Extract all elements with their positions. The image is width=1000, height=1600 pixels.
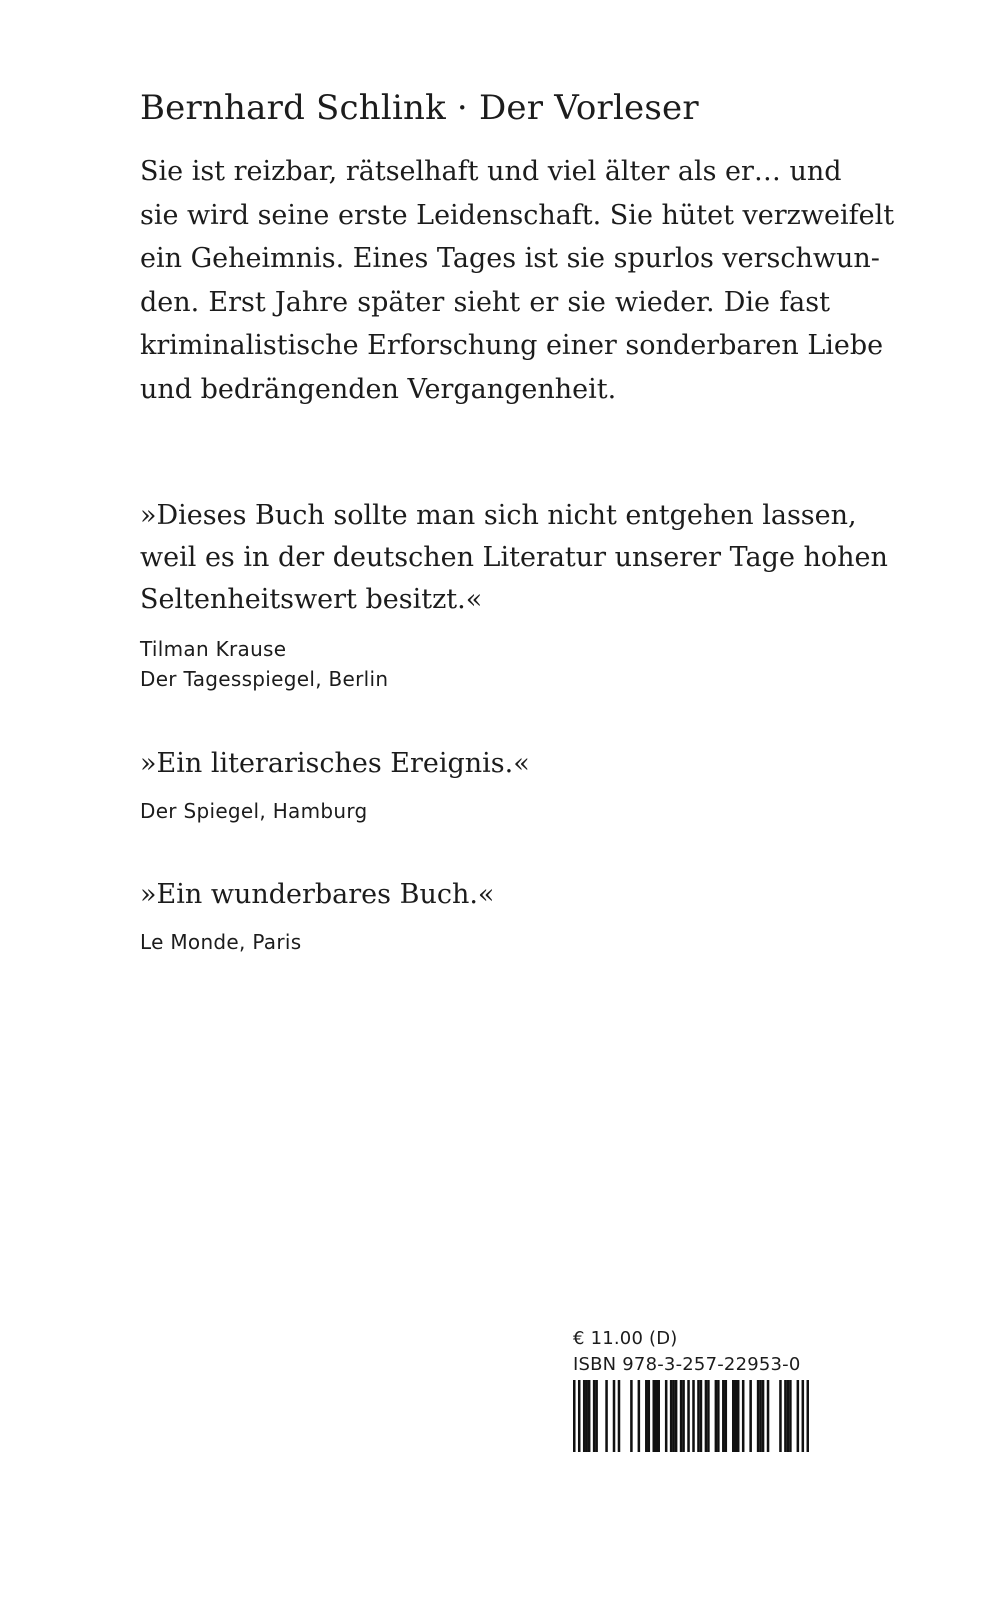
review-quote-1 <box>140 495 888 621</box>
barcode-bar <box>692 1380 695 1452</box>
barcode-bar <box>593 1380 596 1452</box>
barcode-bar <box>717 1380 720 1452</box>
barcode <box>573 1380 809 1452</box>
review-source-3 <box>140 927 301 957</box>
barcode-bar <box>675 1380 678 1452</box>
blurb-line: sie wird seine erste Leidenschaft. Sie hütet verzweifelt <box>140 199 895 231</box>
review-quote-line: »Ein wunderbares Buch.« <box>140 879 495 910</box>
barcode-bar <box>588 1380 591 1452</box>
barcode-bar <box>737 1380 740 1452</box>
barcode-bar <box>652 1380 655 1452</box>
barcode-bar <box>715 1380 718 1452</box>
isbn-label: ISBN 978-3-257-22953-0 <box>573 1354 801 1375</box>
barcode-graphic <box>573 1380 809 1452</box>
barcode-bar <box>682 1380 685 1452</box>
barcode-bar <box>638 1380 641 1452</box>
review-quote-2 <box>140 743 830 785</box>
blurb-line: ein Geheimnis. Eines Tages ist sie spurlos verschwun- <box>140 243 880 275</box>
blurb-line: Sie ist reizbar, rätselhaft und viel älter als er… und <box>140 156 842 187</box>
barcode-bar <box>700 1380 703 1452</box>
barcode-bar <box>734 1380 737 1452</box>
book-title: Bernhard Schlink · Der Vorleser <box>140 88 699 128</box>
barcode-bar <box>762 1380 765 1452</box>
barcode-bar <box>722 1380 725 1452</box>
barcode-bar <box>657 1380 660 1452</box>
barcode-bar <box>705 1380 708 1452</box>
barcode-bar <box>665 1380 668 1452</box>
review-publication: Der Tagesspiegel, Berlin <box>140 667 389 691</box>
barcode-bar <box>697 1380 700 1452</box>
barcode-bar <box>779 1380 782 1452</box>
barcode-bar <box>670 1380 673 1452</box>
book-blurb <box>140 150 895 412</box>
barcode-bar <box>687 1380 690 1452</box>
barcode-bar <box>789 1380 792 1452</box>
barcode-bar <box>583 1380 586 1452</box>
review-quote-line: weil es in der deutschen Literatur unserer Tage hohen <box>140 542 888 573</box>
review-source-1 <box>140 634 388 694</box>
review-quote-line: Seltenheitswert besitzt.« <box>140 584 483 615</box>
review-author: Tilman Krause <box>140 637 287 661</box>
review-publication: Le Monde, Paris <box>140 930 302 954</box>
barcode-bar <box>585 1380 588 1452</box>
barcode-bar <box>595 1380 598 1452</box>
barcode-bar <box>605 1380 608 1452</box>
review-publication: Der Spiegel, Hamburg <box>140 799 368 823</box>
barcode-bar <box>732 1380 735 1452</box>
barcode-bar <box>787 1380 790 1452</box>
barcode-bar <box>680 1380 683 1452</box>
barcode-bar <box>672 1380 675 1452</box>
barcode-bar <box>648 1380 651 1452</box>
blurb-line: den. Erst Jahre später sieht er sie wieder. Die fast <box>140 286 830 318</box>
price-label: € 11.00 (D) <box>573 1328 678 1349</box>
review-source-2 <box>140 796 368 826</box>
review-quote-3 <box>140 874 830 916</box>
barcode-bar <box>749 1380 752 1452</box>
barcode-bar <box>807 1380 809 1452</box>
barcode-bar <box>655 1380 658 1452</box>
barcode-bar <box>613 1380 616 1452</box>
barcode-bar <box>578 1380 581 1452</box>
barcode-bar <box>618 1380 621 1452</box>
blurb-line: und bedrängenden Vergangenheit. <box>140 373 617 405</box>
blurb-line: kriminalistische Erforschung einer sonderbaren Liebe <box>140 330 884 362</box>
barcode-bar <box>630 1380 633 1452</box>
review-quote-line: »Ein literarisches Ereignis.« <box>140 748 530 779</box>
barcode-bar <box>802 1380 805 1452</box>
barcode-bar <box>742 1380 745 1452</box>
barcode-bar <box>797 1380 800 1452</box>
barcode-bar <box>757 1380 760 1452</box>
barcode-bar <box>759 1380 762 1452</box>
review-quote-line: »Dieses Buch sollte man sich nicht entgehen lassen, <box>140 500 857 531</box>
barcode-bar <box>573 1380 576 1452</box>
barcode-bar <box>725 1380 728 1452</box>
barcode-bar <box>707 1380 710 1452</box>
barcode-bar <box>767 1380 770 1452</box>
barcode-bar <box>784 1380 787 1452</box>
barcode-bar <box>645 1380 648 1452</box>
